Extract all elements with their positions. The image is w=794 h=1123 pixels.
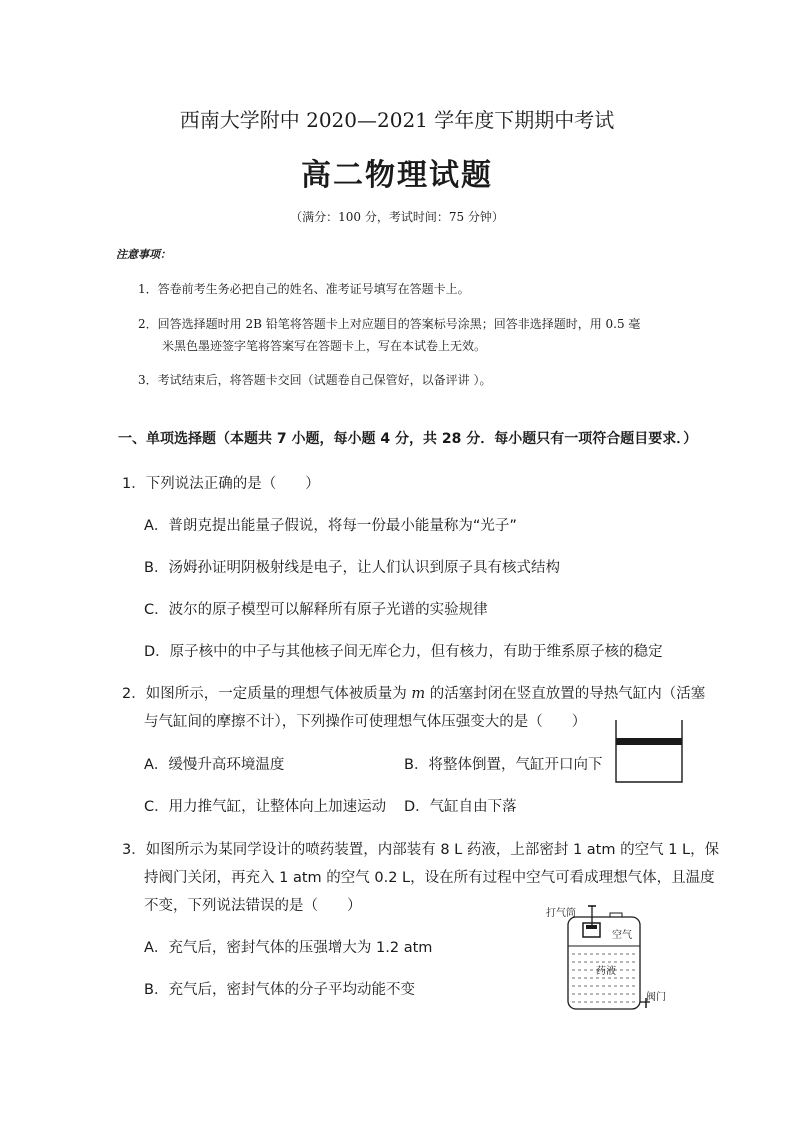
page-title: 高二物理试题 (301, 158, 493, 193)
q2-option-c: C．用力推气缸，让整体向上加速运动 (144, 799, 387, 815)
section-heading: 一、单项选择题（本题共 7 小题，每小题 4 分，共 28 分．每小题只有一项符合题目要求．） (118, 431, 698, 447)
q2-stem-line1 (122, 682, 705, 703)
notice-heading: 注意事项： (116, 248, 171, 261)
q3-option-a: A．充气后，密封气体的压强增大为 1.2 atm (144, 940, 433, 956)
q3-stem-line3: 不变，下列说法错误的是（ ） (144, 898, 362, 914)
q3-stem-line1: 3．如图所示为某同学设计的喷药装置，内部装有 8 L 药液，上部密封 1 atm 的空气 1 L，保 (122, 842, 720, 858)
sprayer-figure (546, 902, 666, 1014)
pump-label: 打气筒 (546, 908, 576, 919)
cylinder-walls (616, 720, 682, 782)
q2-option-b: B．将整体倒置，气缸开口向下 (404, 757, 603, 773)
notice-item-3: 3．考试结束后，将答题卡交回（试题卷自己保管好，以备评讲 ）。 (138, 373, 492, 387)
q2-mass-variable: m (411, 686, 426, 702)
q3-option-b: B．充气后，密封气体的分子平均动能不变 (144, 982, 415, 998)
pump-piston (586, 925, 597, 929)
q1-stem: 1．下列说法正确的是（ ） (122, 476, 320, 492)
q2-stem-part2: 的活塞封闭在竖直放置的导热气缸内（活塞 (425, 686, 706, 702)
notice-item-1: 1．答卷前考生务必把自己的姓名、准考证号填写在答题卡上。 (138, 282, 470, 296)
q2-option-d: D．气缸自由下落 (404, 799, 517, 815)
q1-option-a: A．普朗克提出能量子假说，将每一份最小能量称为“光子” (144, 518, 517, 534)
q3-stem-line2: 持阀门关闭，再充入 1 atm 的空气 0.2 L，设在所有过程中空气可看成理想气体，且温度 (144, 870, 715, 886)
liquid-label: 药液 (596, 966, 616, 977)
q2-option-a: A．缓慢升高环境温度 (144, 757, 285, 773)
q2-stem-line2: 与气缸间的摩擦不计），下列操作可使理想气体压强变大的是（ ） (144, 714, 587, 730)
q2-stem-part1: 2．如图所示，一定质量的理想气体被质量为 (122, 686, 412, 702)
notice-item-2: 2．回答选择题时用 2B 铅笔将答题卡上对应题目的答案标号涂黑；回答非选择题时，用 0.5 毫 (138, 317, 641, 331)
q1-option-c: C．波尔的原子模型可以解释所有原子光谱的实验规律 (144, 602, 488, 618)
q1-option-b: B．汤姆孙证明阴极射线是电子，让人们认识到原子具有核式结构 (144, 560, 560, 576)
exam-subtitle: 西南大学附中 2020—2021 学年度下期期中考试 (179, 108, 615, 132)
exam-info: （满分：100 分，考试时间：75 分钟） (290, 210, 504, 224)
notice-item-2-cont: 米黑色墨迹签字笔将答案写在答题卡上，写在本试卷上无效。 (162, 339, 487, 353)
valve-label: 阀门 (646, 992, 666, 1003)
air-label: 空气 (612, 930, 632, 941)
q1-option-d: D．原子核中的中子与其他核子间无库仑力，但有核力，有助于维系原子核的稳定 (144, 644, 663, 660)
piston (616, 738, 682, 745)
cylinder-figure (610, 716, 690, 788)
